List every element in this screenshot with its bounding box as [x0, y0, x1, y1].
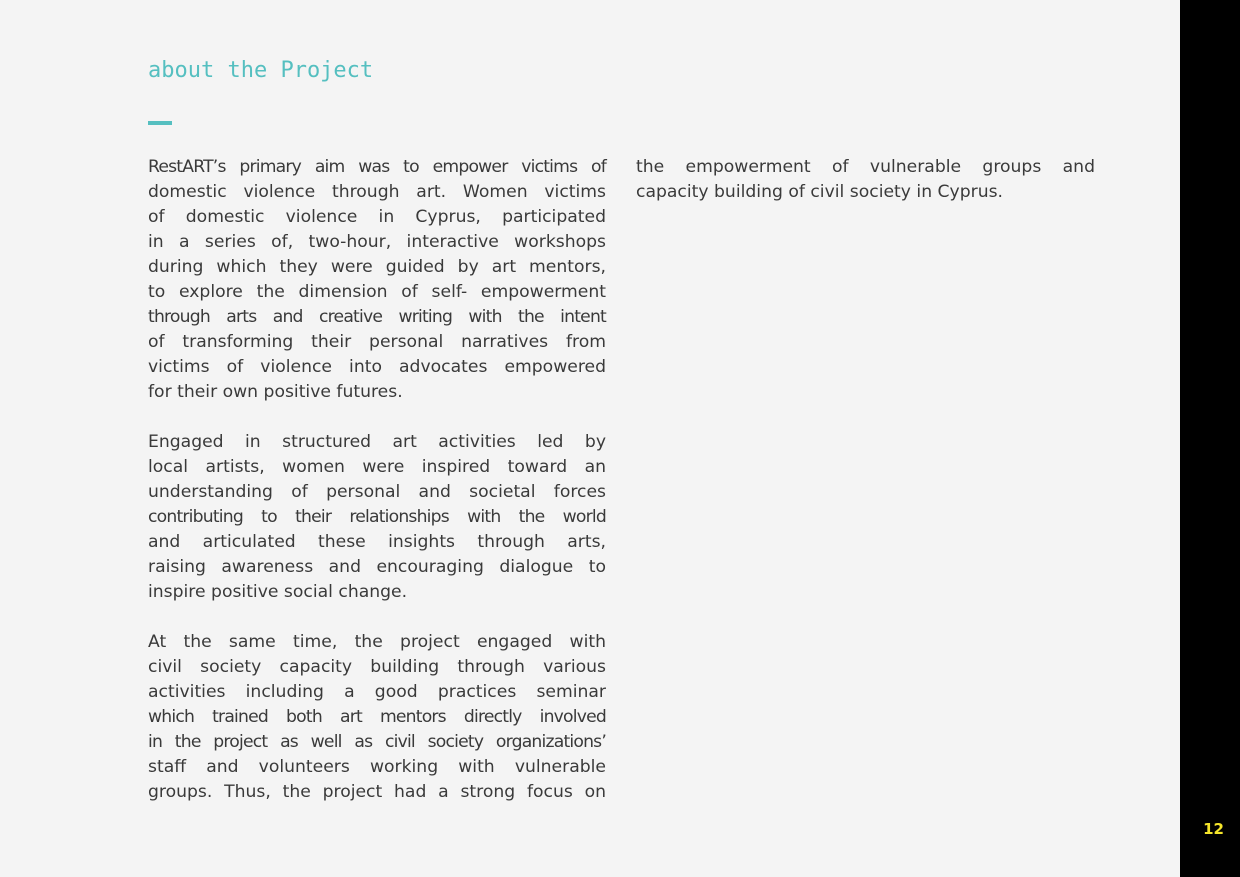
paragraph-1	[148, 155, 606, 405]
text-line: in the project as well as civil society organizations’	[148, 732, 606, 752]
text-line: victims of violence into advocates empowered	[148, 357, 606, 377]
text-line: groups. Thus, the project had a strong focus on	[148, 782, 606, 802]
body-column-left	[148, 155, 606, 805]
text-line: during which they were guided by art mentors,	[148, 257, 606, 277]
text-line: of transforming their personal narratives from	[148, 332, 606, 352]
section-title: about the Project	[148, 58, 374, 83]
text-line: Engaged in structured art activities led by	[148, 432, 606, 452]
text-line: through arts and creative writing with the intent	[148, 307, 606, 327]
paragraph-4	[636, 155, 1095, 205]
text-line: for their own positive futures.	[148, 382, 403, 402]
text-line: activities including a good practices seminar	[148, 682, 606, 702]
text-line: the empowerment of vulnerable groups and	[636, 157, 1095, 177]
text-line: understanding of personal and societal forces	[148, 482, 606, 502]
text-line: local artists, women were inspired toward an	[148, 457, 606, 477]
text-line: raising awareness and encouraging dialogue to	[148, 557, 606, 577]
title-underline-accent	[148, 121, 172, 125]
text-line: capacity building of civil society in Cyprus.	[636, 182, 1004, 202]
text-line: inspire positive social change.	[148, 582, 408, 602]
text-line: contributing to their relationships with the world	[148, 507, 606, 527]
text-line: At the same time, the project engaged with	[148, 632, 606, 652]
body-column-right	[636, 155, 1095, 205]
text-line: civil society capacity building through various	[148, 657, 606, 677]
paragraph-2	[148, 430, 606, 605]
paragraph-3	[148, 630, 606, 805]
text-line: of domestic violence in Cyprus, participated	[148, 207, 606, 227]
text-line: in a series of, two-hour, interactive workshops	[148, 232, 606, 252]
text-line: staff and volunteers working with vulnerable	[148, 757, 606, 777]
text-line: and articulated these insights through arts,	[148, 532, 606, 552]
text-line: to explore the dimension of self- empowerment	[148, 282, 606, 302]
page-number: 12	[1203, 820, 1224, 838]
text-line: domestic violence through art. Women victims	[148, 182, 606, 202]
text-line: which trained both art mentors directly involved	[148, 707, 606, 727]
side-band	[1180, 0, 1240, 877]
text-line: RestART’s primary aim was to empower victims of	[148, 157, 606, 177]
